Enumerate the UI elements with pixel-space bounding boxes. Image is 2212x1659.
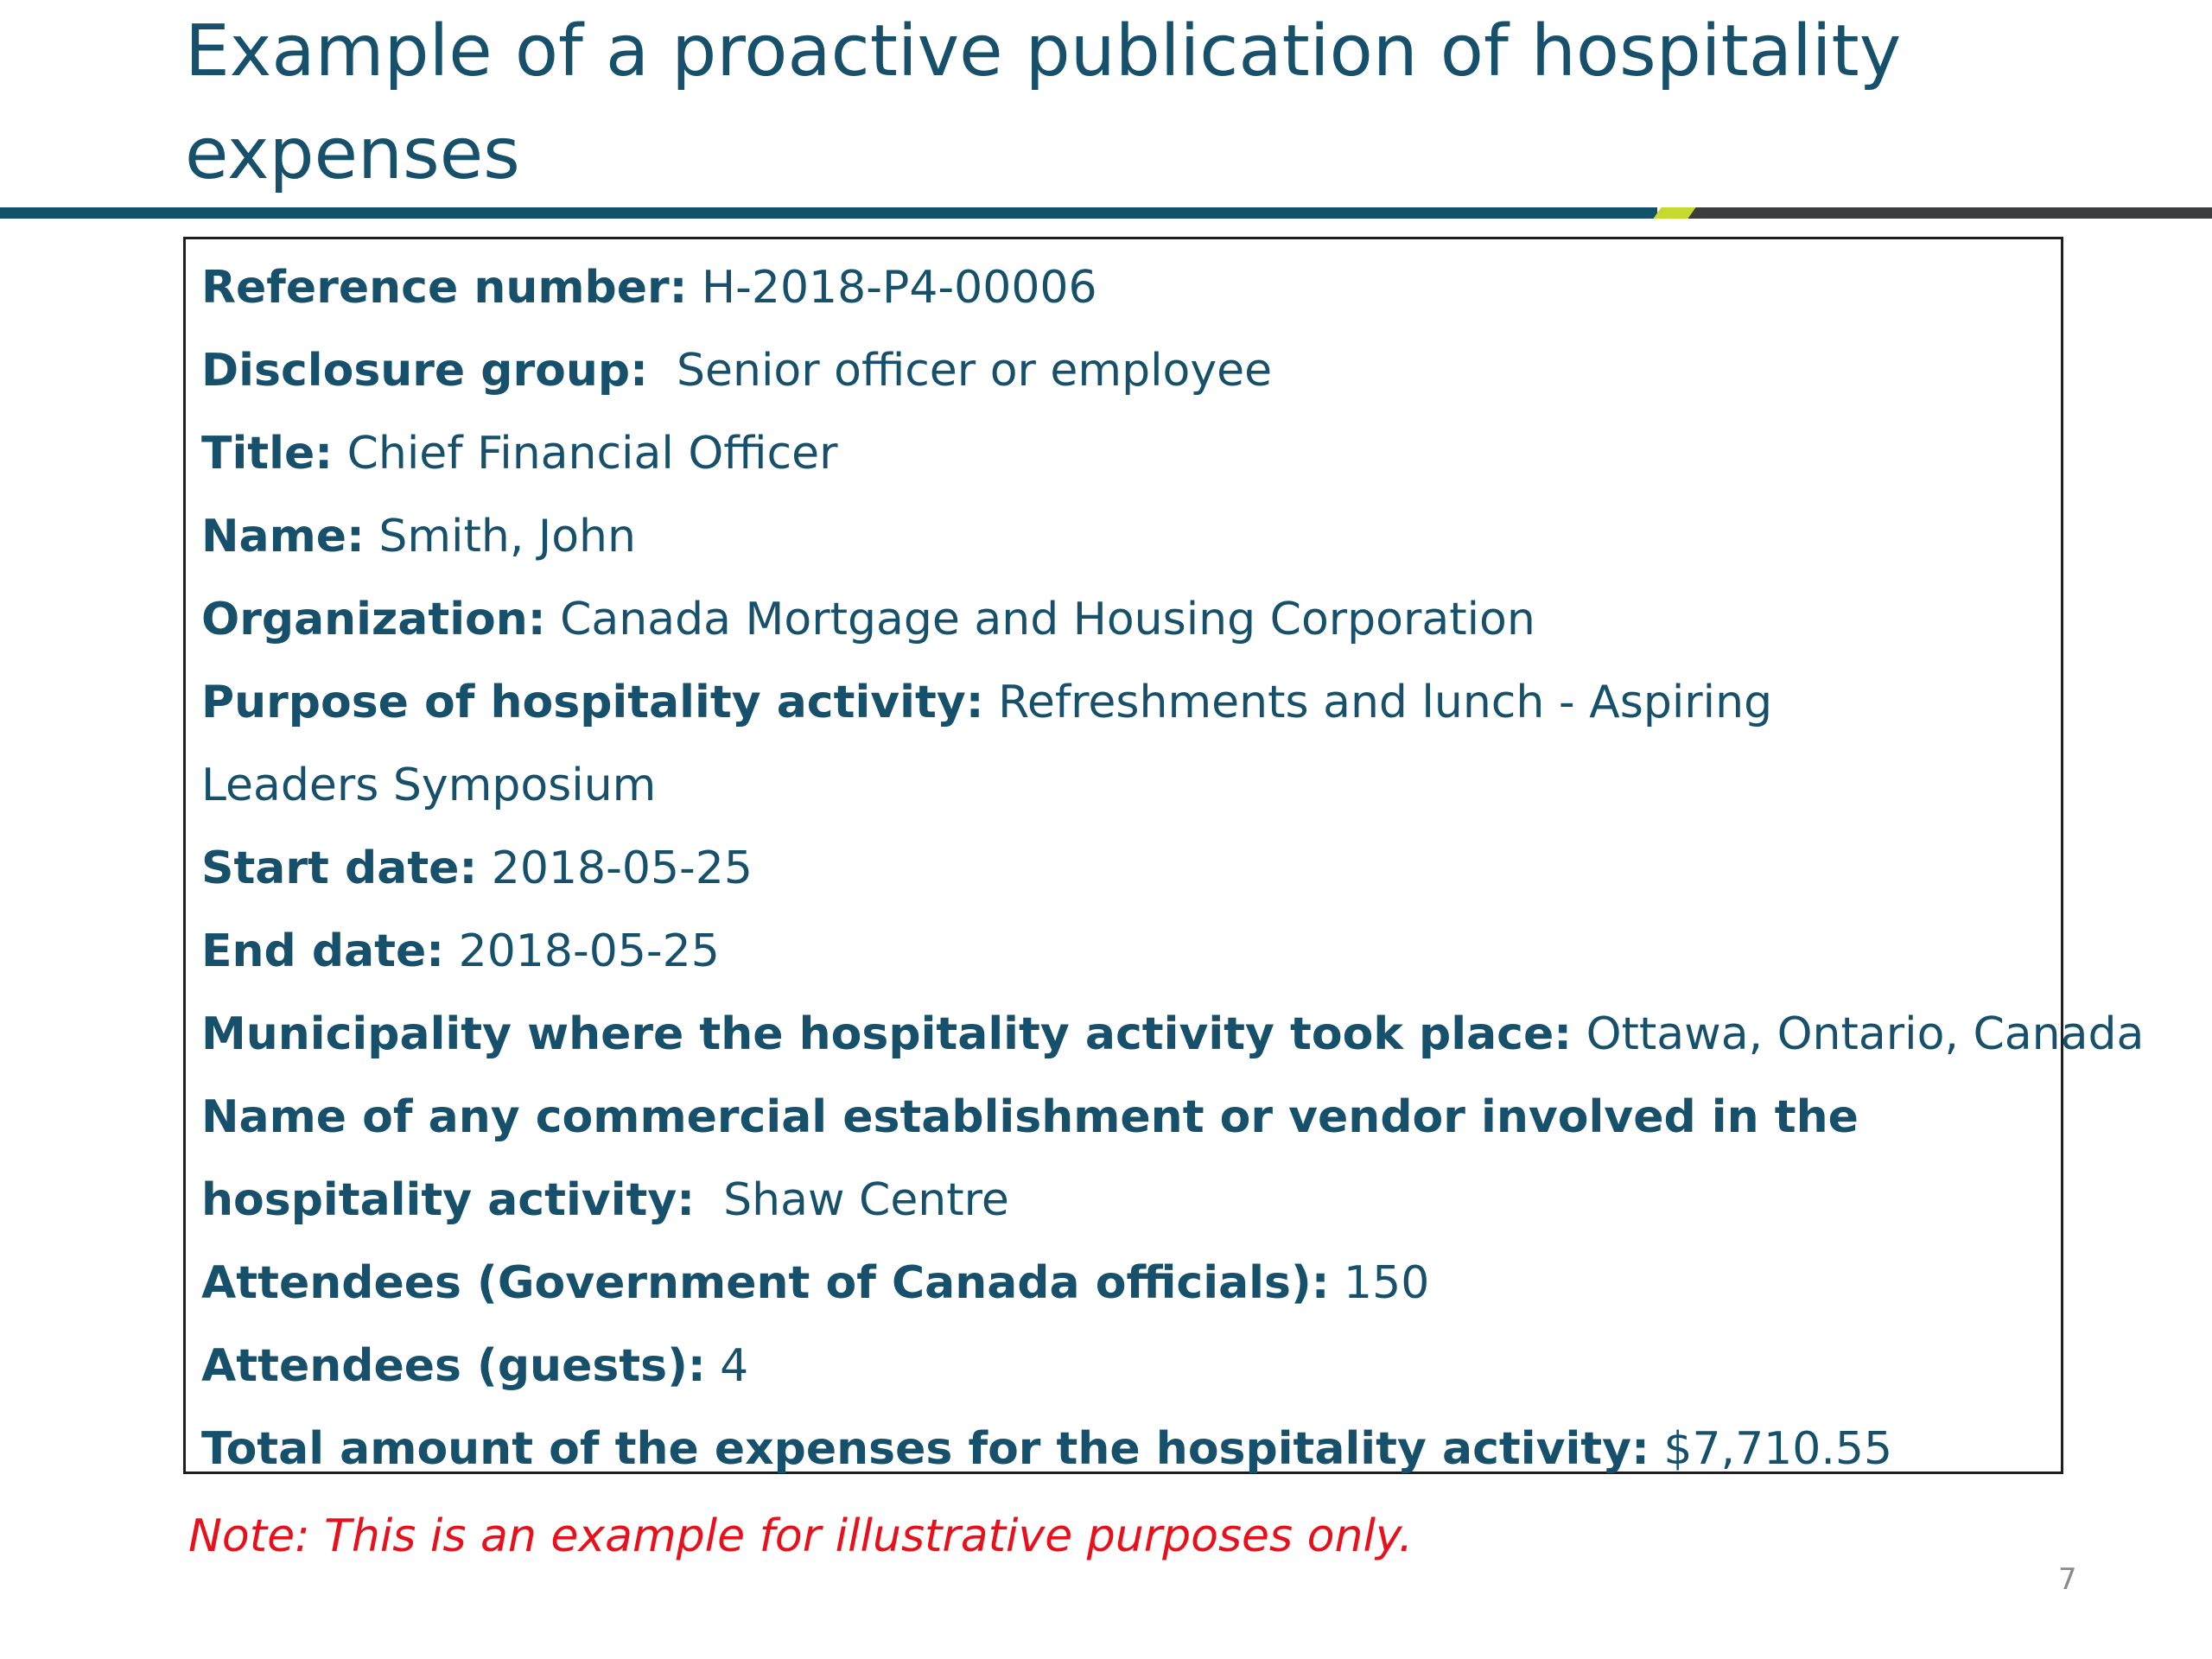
- field-municipality: [201, 993, 2145, 1076]
- field-organization: [201, 578, 2045, 661]
- disclosure-record: [183, 237, 2145, 1475]
- field-value: 2018-05-25: [477, 842, 753, 894]
- field-name: [201, 495, 2045, 578]
- divider-blue-segment: [0, 207, 1657, 219]
- field-value: $7,710.55: [1649, 1423, 1893, 1475]
- field-attendees-officials: [201, 1242, 2045, 1325]
- field-value: Chief Financial Officer: [333, 428, 838, 480]
- field-value: 2018-05-25: [444, 925, 720, 977]
- field-label: Attendees (guests):: [201, 1340, 706, 1392]
- illustrative-note: Note: This is an example for illustrative purposes only.: [188, 1510, 1414, 1562]
- field-label: Start date:: [201, 842, 478, 894]
- field-reference-number: [201, 246, 2045, 329]
- field-title: [201, 412, 2045, 495]
- field-label: Title:: [201, 428, 334, 480]
- field-vendor: [201, 1076, 2042, 1242]
- field-disclosure-group: [201, 329, 2045, 412]
- field-label: Name:: [201, 511, 365, 563]
- field-label: Disclosure group:: [201, 345, 648, 397]
- field-value: 150: [1329, 1257, 1430, 1309]
- field-value: Ottawa, Ontario, Canada: [1572, 1008, 2145, 1060]
- field-label: Attendees (Government of Canada officials):: [201, 1257, 1330, 1309]
- slide-title: Example of a proactive publication of hospitality expenses: [185, 10, 1902, 195]
- field-label: Reference number:: [201, 262, 688, 314]
- divider-dark-segment: [1683, 207, 2212, 219]
- field-value: H-2018-P4-00006: [687, 262, 1097, 314]
- field-label: Municipality where the hospitality activity took place:: [201, 1008, 1573, 1060]
- field-label: Organization:: [201, 594, 546, 645]
- field-purpose: [201, 661, 1929, 827]
- field-label: Purpose of hospitality activity:: [201, 677, 984, 728]
- field-value: Refreshments and lunch - Aspiring Leaders Symposium: [201, 677, 1773, 811]
- field-end-date: [201, 910, 2045, 993]
- field-label: Total amount of the expenses for the hospitality activity:: [201, 1423, 1649, 1475]
- page-number: 7: [2058, 1562, 2077, 1597]
- field-value: Smith, John: [364, 511, 636, 563]
- field-attendees-guests: [201, 1325, 2045, 1408]
- field-value: Senior officer or employee: [647, 345, 1273, 397]
- field-value: Canada Mortgage and Housing Corporation: [545, 594, 1535, 645]
- field-value: 4: [705, 1340, 749, 1392]
- title-divider: [0, 207, 2212, 219]
- field-label: Name of any commercial establishment or vendor involved in the hospitality activity:: [201, 1091, 1859, 1226]
- field-label: End date:: [201, 925, 445, 977]
- field-start-date: [201, 827, 2045, 910]
- field-value: Shaw Centre: [695, 1174, 1009, 1226]
- field-total-amount: [201, 1408, 2045, 1491]
